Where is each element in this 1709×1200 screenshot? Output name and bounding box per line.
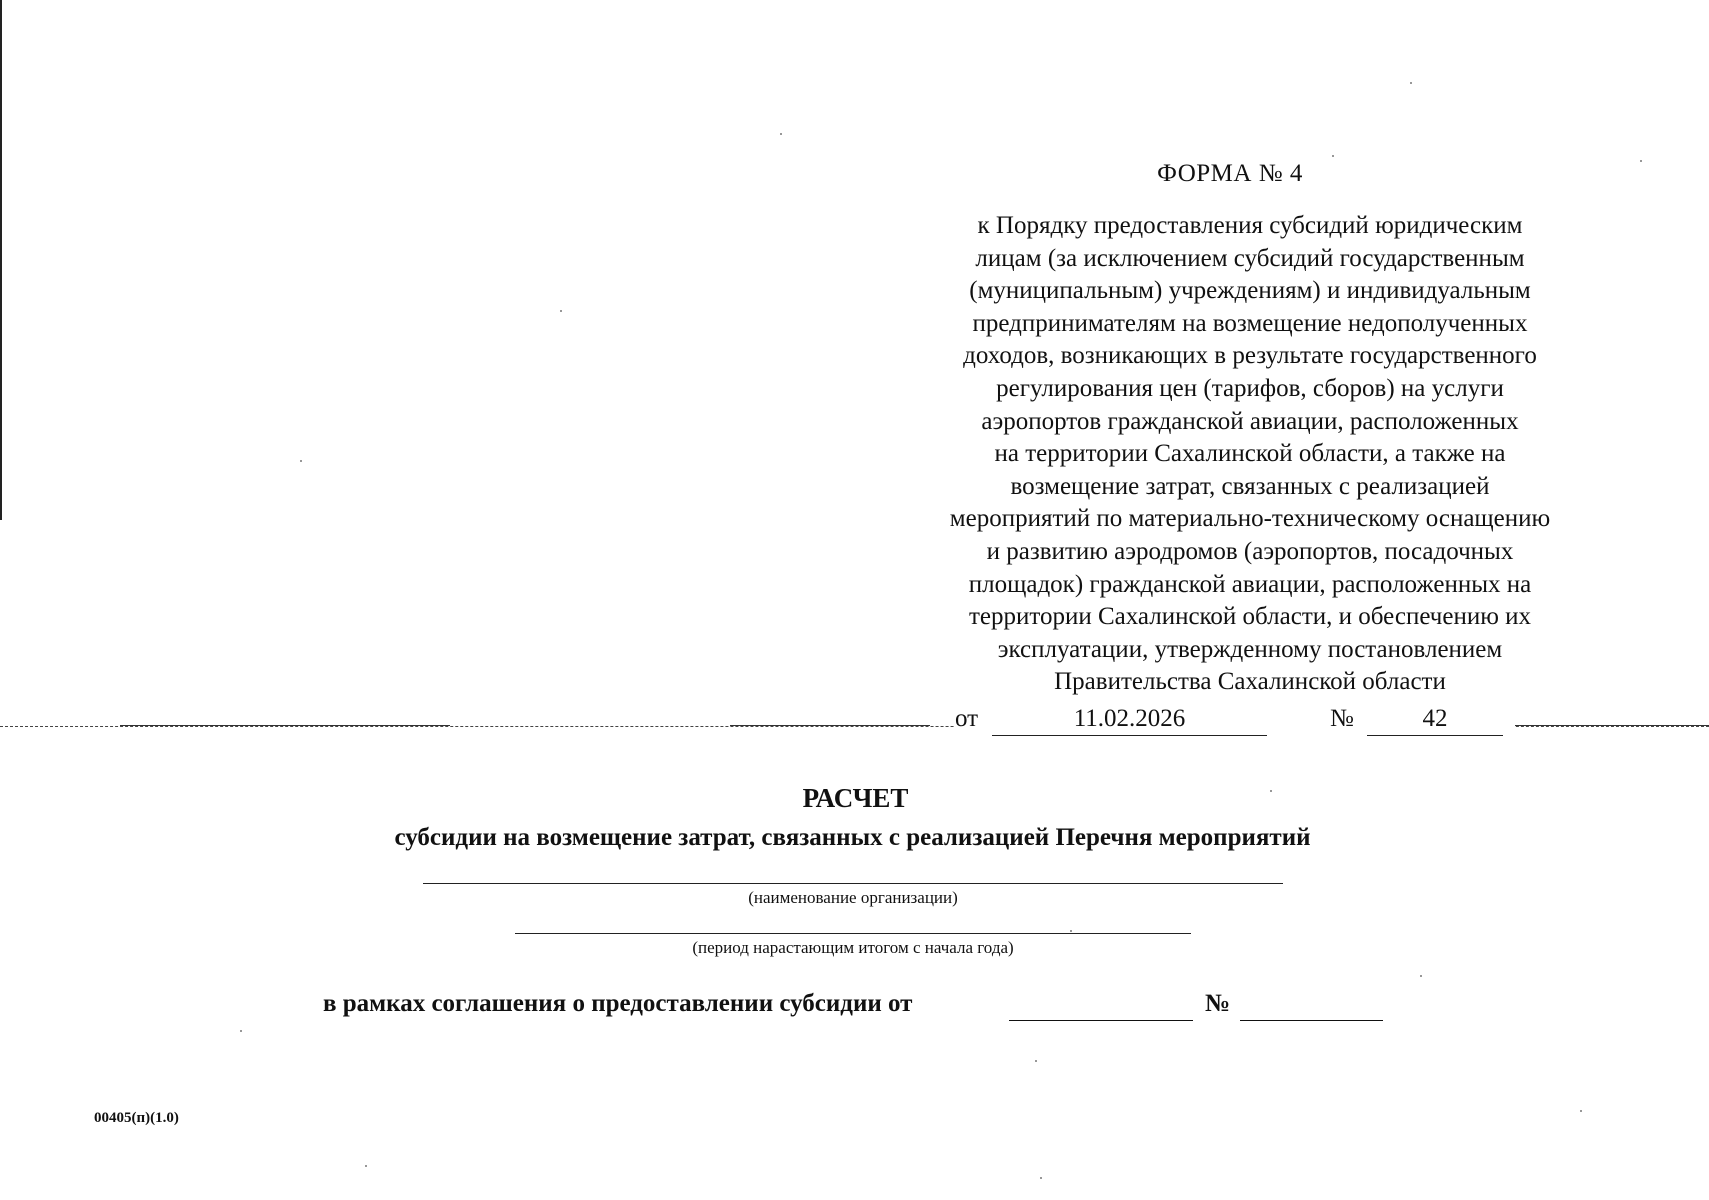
scan-speck: [560, 310, 562, 312]
scan-edge: [0, 0, 2, 520]
period-field-line: [515, 933, 1191, 934]
agreement-text: в рамках соглашения о предоставлении субсидии от: [323, 990, 913, 1017]
scan-speck: [240, 1030, 242, 1032]
order-line: лицам (за исключением субсидий государственным: [975, 244, 1525, 272]
order-number: 42: [1367, 705, 1503, 736]
order-line: и развитию аэродромов (аэропортов, посадочных: [986, 537, 1514, 565]
order-line: к Порядку предоставления субсидий юридическим: [977, 212, 1523, 239]
form-code: 00405(п)(1.0): [94, 1110, 179, 1126]
scan-speck: [780, 133, 782, 135]
order-line: (муниципальным) учреждениям) и индивидуальным: [969, 277, 1531, 305]
form-title: ФОРМА № 4: [1157, 160, 1303, 187]
scan-speck: [1332, 155, 1334, 157]
order-reference: [880, 210, 1620, 699]
order-line: эксплуатации, утвержденному постановлением: [997, 635, 1503, 663]
separator-segment: [1490, 725, 1709, 726]
scan-speck: [1410, 82, 1412, 84]
order-date: 11.02.2026: [992, 705, 1267, 736]
separator-segment: [730, 725, 930, 726]
agreement-row: [323, 990, 1383, 1026]
order-line: территории Сахалинской области, и обеспечению их: [968, 603, 1532, 631]
order-line: на территории Сахалинской области, а также на: [994, 440, 1506, 468]
agreement-number-sign: №: [1205, 990, 1231, 1017]
calculation-title: [0, 783, 1709, 814]
scan-speck: [1580, 1110, 1582, 1112]
scan-speck: [1420, 975, 1422, 977]
scan-speck: [300, 460, 302, 462]
scan-speck: [1035, 1060, 1037, 1062]
order-line: площадок) гражданской авиации, расположенных на: [968, 570, 1532, 598]
order-date-number-row: [955, 703, 1515, 737]
date-prefix: от: [955, 705, 979, 732]
order-line: мероприятий по материально-техническому оснащению: [949, 505, 1551, 533]
scan-speck: [365, 1165, 367, 1167]
period-caption: (период нарастающим итогом с начала года): [692, 938, 1014, 957]
scan-speck: [1270, 790, 1272, 792]
order-line: предпринимателям на возмещение недополученных: [972, 309, 1528, 337]
calculation-title-text: РАСЧЕТ: [802, 783, 909, 813]
agreement-date-blank: [1009, 1020, 1193, 1021]
order-line: регулирования цен (тарифов, сборов) на услуги: [996, 374, 1504, 402]
order-line: Правительства Сахалинской области: [1054, 668, 1446, 696]
calculation-subtitle: [0, 824, 1709, 852]
agreement-number-blank: [1240, 1020, 1383, 1021]
order-line: аэропортов гражданской авиации, расположенных: [981, 407, 1519, 435]
separator-segment: [120, 725, 450, 726]
scan-speck: [1640, 160, 1642, 162]
calculation-subtitle-text: субсидии на возмещение затрат, связанных с реализацией Перечня мероприятий: [394, 824, 1311, 851]
number-sign: №: [1330, 705, 1354, 732]
order-line: возмещение затрат, связанных с реализацией: [1010, 472, 1490, 500]
scan-speck: [1040, 1177, 1042, 1179]
order-line: доходов, возникающих в результате государственного: [963, 342, 1537, 370]
scan-speck: [1070, 930, 1072, 932]
organization-name-field-line: [423, 883, 1283, 884]
organization-name-caption: (наименование организации): [748, 888, 958, 907]
